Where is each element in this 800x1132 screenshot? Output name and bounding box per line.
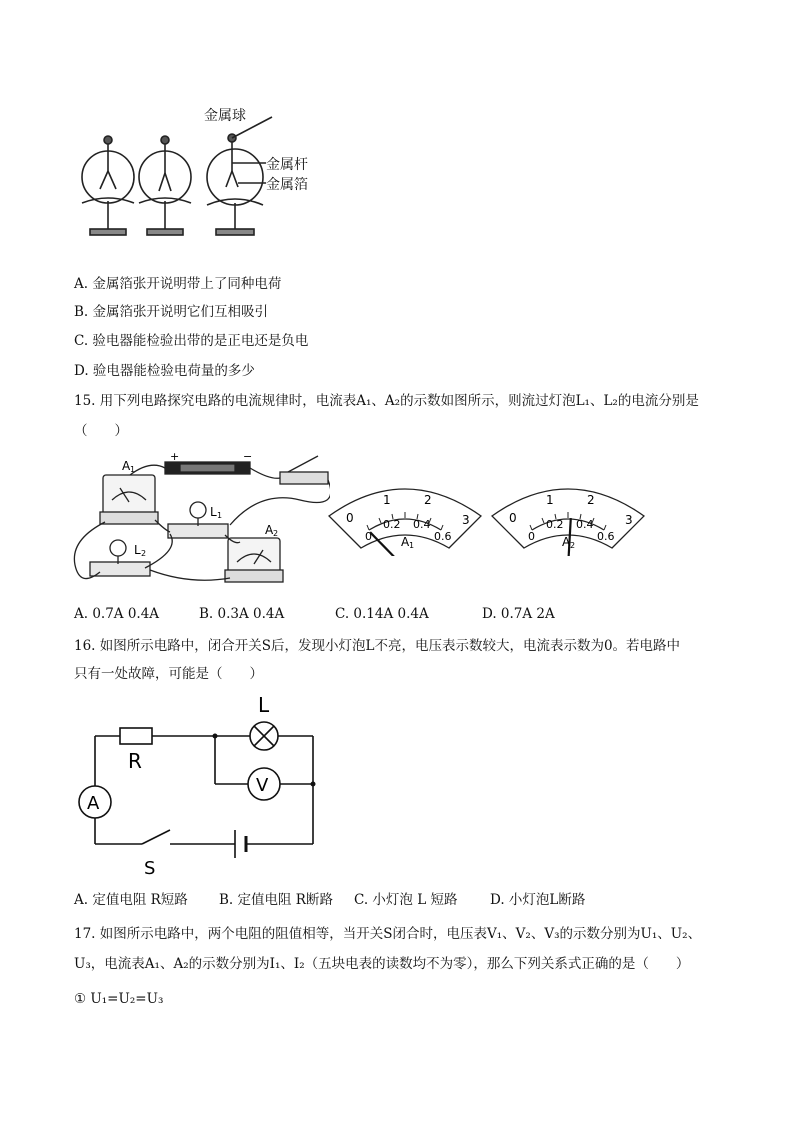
q16-option-a: A. 定值电阻 R短路 [74,892,188,908]
svg-text:0.4: 0.4 [413,518,431,531]
q16-option-d: D. 小灯泡L断路 [490,892,586,908]
svg-text:1: 1 [130,465,136,474]
svg-text:2: 2 [424,493,432,507]
svg-text:1: 1 [409,541,415,550]
meter-a1-dial [325,478,485,556]
svg-text:0.2: 0.2 [546,518,564,531]
label-metal-ball: 金属球 [204,107,246,123]
svg-text:A: A [401,535,410,549]
svg-text:2: 2 [570,541,576,550]
svg-text:3: 3 [462,513,470,527]
svg-text:−: − [243,450,253,463]
svg-text:0: 0 [365,530,372,543]
label-ammeter-a: A [87,793,100,814]
q15-circuit-figure [70,450,330,590]
q14-option-b: B. 金属箔张开说明它们互相吸引 [74,304,269,320]
svg-text:1: 1 [546,493,554,507]
svg-text:0: 0 [509,511,517,525]
svg-text:A: A [122,459,131,473]
q16-option-c: C. 小灯泡 L 短路 [354,892,458,908]
svg-text:1: 1 [383,493,391,507]
svg-text:A: A [265,523,274,537]
q14-option-d: D. 验电器能检验电荷量的多少 [74,363,255,379]
svg-text:A: A [562,535,571,549]
meter-a2-dial [488,478,648,556]
svg-text:2: 2 [273,529,279,538]
svg-text:0.4: 0.4 [576,518,594,531]
svg-text:0: 0 [346,511,354,525]
q17-stem-line1: 17. 如图所示电路中，两个电阻的阻值相等，当开关S闭合时，电压表V₁、V₂、V₃的示数分别为U₁、U₂、 [74,926,702,942]
resistor-r [120,728,152,744]
svg-text:0.2: 0.2 [383,518,401,531]
q14-option-c: C. 验电器能检验出带的是正电还是负电 [74,333,309,349]
label-voltmeter-v: V [256,775,269,796]
q15-stem-line1: 15. 用下列电路探究电路的电流规律时，电流表A₁、A₂的示数如图所示，则流过灯泡L₁、L₂的电流分别是 [74,393,699,409]
svg-text:0: 0 [528,530,535,543]
svg-text:0.6: 0.6 [597,530,615,543]
q17-item-1: ① U₁=U₂=U₃ [74,991,164,1007]
svg-text:L: L [134,543,141,557]
label-resistor-r: R [128,749,142,773]
q15-option-a: A. 0.7A 0.4A [74,606,160,622]
svg-text:2: 2 [141,549,147,558]
label-switch-s: S [144,858,156,879]
q17-stem-line2: U₃，电流表A₁、A₂的示数分别为I₁、I₂（五块电表的读数均不为零），那么下列关系式正确的是（ ） [74,956,690,972]
label-metal-foil: 金属箔 [266,176,308,192]
svg-text:3: 3 [625,513,633,527]
label-lamp-l: L [258,693,270,717]
svg-text:2: 2 [587,493,595,507]
q16-stem-line2: 只有一处故障，可能是（ ） [74,666,263,682]
q16-option-b: B. 定值电阻 R断路 [219,892,333,908]
q16-stem-line1: 16. 如图所示电路中，闭合开关S后，发现小灯泡L不亮，电压表示数较大，电流表示数为0。若电路中 [74,638,681,654]
svg-text:+: + [170,450,180,463]
q15-option-d: D. 0.7A 2A [482,606,555,622]
q16-circuit-diagram [70,690,340,880]
q15-option-c: C. 0.14A 0.4A [335,606,429,622]
svg-text:0.6: 0.6 [434,530,452,543]
q15-stem-line2: （ ） [74,423,128,439]
svg-text:1: 1 [217,511,223,520]
label-metal-rod: 金属杆 [266,156,308,172]
q14-option-a: A. 金属箔张开说明带上了同种电荷 [74,276,282,292]
svg-text:L: L [210,505,217,519]
q15-option-b: B. 0.3A 0.4A [199,606,285,622]
